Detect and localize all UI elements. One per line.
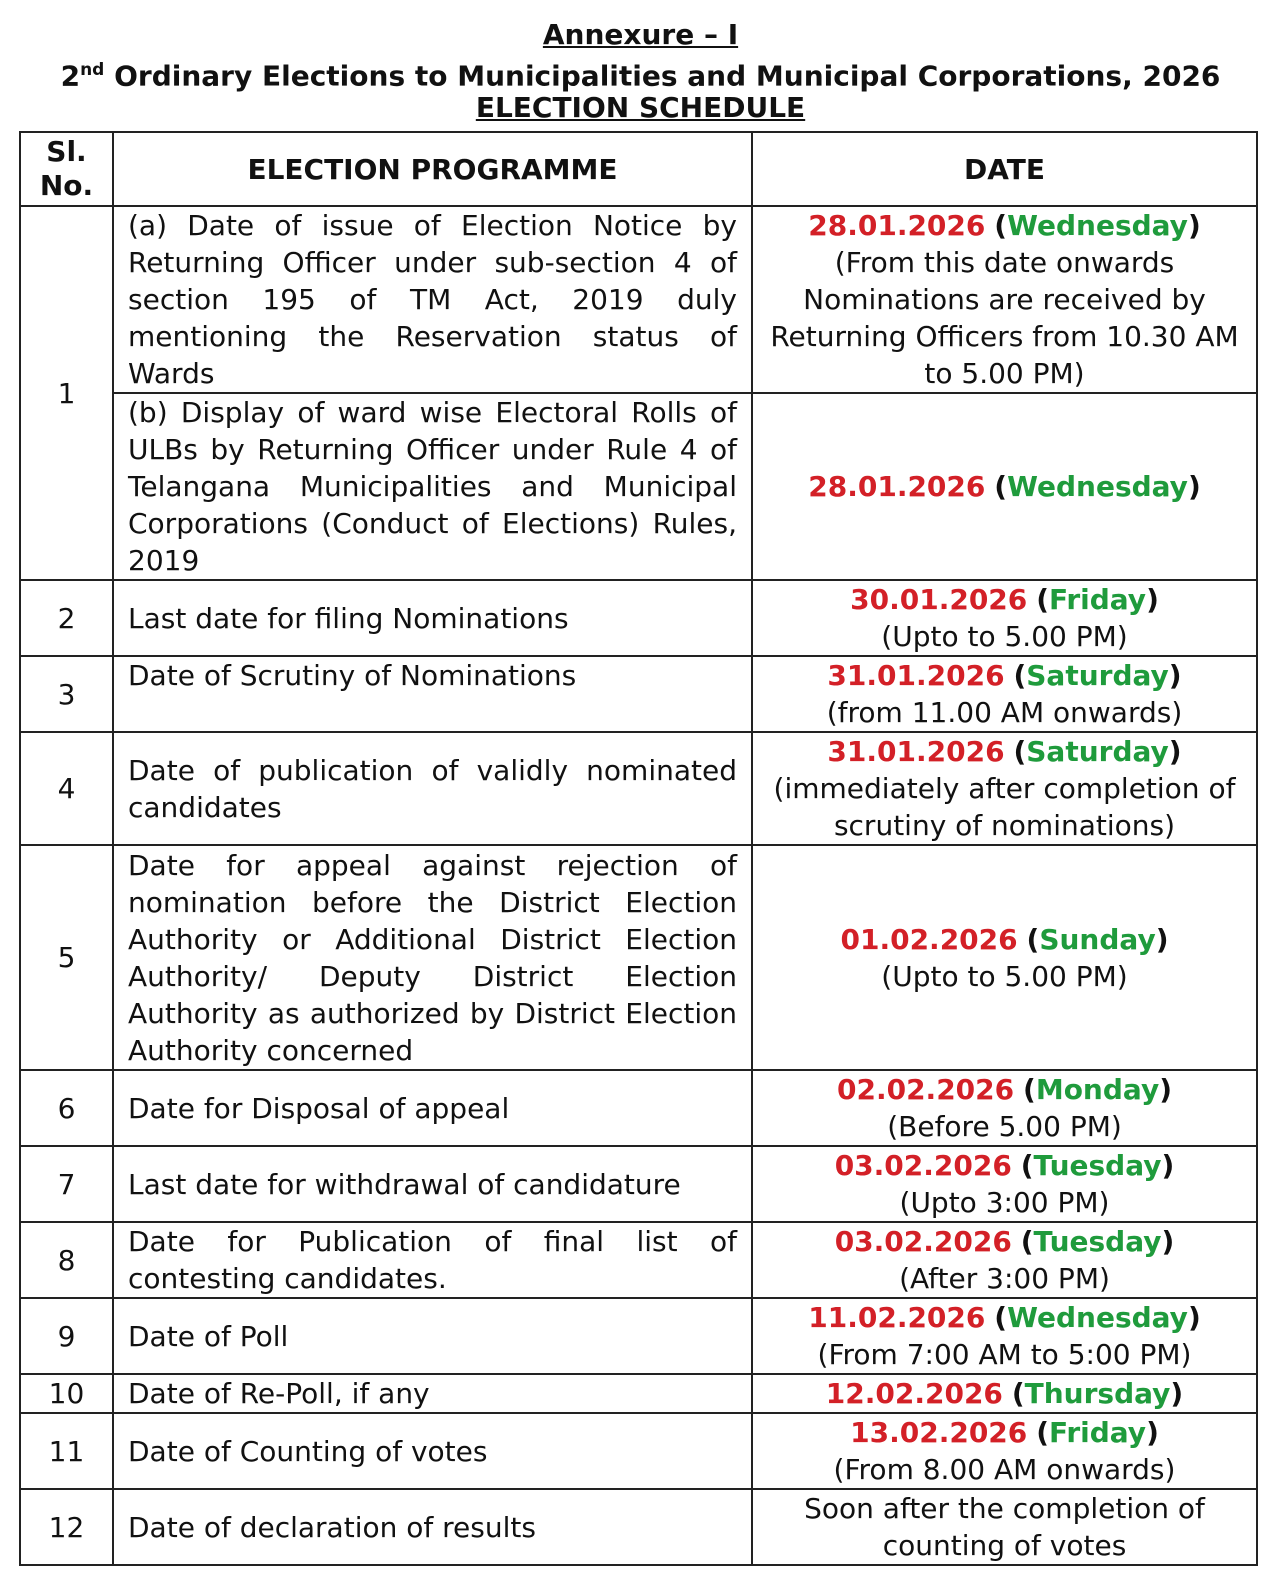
row-date-cell: 11.02.2026 (Wednesday) (From 7:00 AM to 5:00 PM)	[752, 1298, 1257, 1374]
row-programme: (b) Display of ward wise Electoral Rolls of ULBs by Returning Officer under Rule 4 of Telangana Municipalities and Municipal Corporations (Conduct of Elections) Rules, 2019	[113, 393, 752, 580]
day-name: Friday	[1048, 1416, 1147, 1449]
date-value: 31.01.2026	[827, 735, 1005, 768]
row-date-cell: 13.02.2026 (Friday) (From 8.00 AM onwards)	[752, 1413, 1257, 1489]
table-row	[20, 732, 1257, 845]
title-rest: Ordinary Elections to Municipalities and Municipal Corporations, 2026	[104, 59, 1221, 93]
table-header-row	[20, 132, 1257, 206]
date-note: (After 3:00 PM)	[899, 1262, 1110, 1295]
row-date-cell: 31.01.2026 (Saturday) (from 11.00 AM onwards)	[752, 656, 1257, 732]
row-date-cell: 03.02.2026 (Tuesday) (Upto 3:00 PM)	[752, 1146, 1257, 1222]
row-sl-no: 11	[20, 1413, 113, 1489]
date-value: 31.01.2026	[827, 659, 1005, 692]
day-name: Sunday	[1039, 922, 1156, 956]
title-prefix: 2	[60, 59, 81, 93]
row-sl-no: 10	[20, 1374, 113, 1413]
date-value: 02.02.2026	[836, 1073, 1015, 1106]
date-value: 11.02.2026	[808, 1301, 986, 1334]
row-date-cell: 02.02.2026 (Monday) (Before 5.00 PM)	[752, 1070, 1257, 1146]
row-sl-no: 2	[20, 580, 113, 656]
day-name: Friday	[1048, 583, 1147, 616]
row-date-cell	[752, 1489, 1257, 1565]
row-programme: Date of Poll	[113, 1298, 752, 1374]
table-row	[20, 1222, 1257, 1298]
date-note: (Upto 3:00 PM)	[899, 1186, 1110, 1219]
annexure-heading: Annexure – I	[542, 18, 739, 51]
row-date-cell: 28.01.2026 (Wednesday)	[752, 393, 1257, 580]
day-name: Tuesday	[1033, 1149, 1162, 1182]
header-date: DATE	[752, 132, 1257, 206]
row-date-cell: 12.02.2026 (Thursday)	[752, 1374, 1257, 1413]
date-note: Soon after the completion of counting of votes	[804, 1492, 1205, 1562]
date-value: 12.02.2026	[825, 1377, 1003, 1410]
row-programme: Last date for filing Nominations	[113, 580, 752, 656]
table-row	[20, 1413, 1257, 1489]
table-row	[20, 656, 1257, 732]
table-row	[20, 845, 1257, 1070]
date-note: (From 7:00 AM to 5:00 PM)	[817, 1338, 1192, 1371]
row-programme: Date of Scrutiny of Nominations	[113, 656, 752, 732]
title-superscript: nd	[80, 60, 105, 80]
row-programme: (a) Date of issue of Election Notice by Returning Officer under sub-section 4 of section 195 of TM Act, 2019 duly mentioning the Reservation status of Wards	[113, 206, 752, 393]
date-note: (from 11.00 AM onwards)	[826, 696, 1183, 729]
row-programme: Date of Re-Poll, if any	[113, 1374, 752, 1413]
table-row	[20, 393, 1257, 580]
row-sl-no: 9	[20, 1298, 113, 1374]
table-row	[20, 1374, 1257, 1413]
row-programme: Last date for withdrawal of candidature	[113, 1146, 752, 1222]
table-row	[20, 1489, 1257, 1565]
day-name: Saturday	[1026, 735, 1169, 768]
date-value: 28.01.2026	[808, 470, 986, 503]
row-programme: Date for Publication of final list of contesting candidates.	[113, 1222, 752, 1298]
date-value: 30.01.2026	[850, 583, 1028, 616]
date-value: 13.02.2026	[850, 1416, 1028, 1449]
day-name: Tuesday	[1033, 1225, 1162, 1258]
table-row	[20, 580, 1257, 656]
date-note: (Upto to 5.00 PM)	[881, 959, 1128, 993]
row-programme: Date of Counting of votes	[113, 1413, 752, 1489]
row-date-cell: 28.01.2026 (Wednesday) (From this date onwards Nominations are received by Returning Officers from 10.30 AM to 5.00 PM)	[752, 206, 1257, 393]
day-name: Saturday	[1026, 659, 1169, 692]
header-sl-no: Sl. No.	[20, 132, 113, 206]
date-note: (Before 5.00 PM)	[887, 1110, 1122, 1143]
day-name: Wednesday	[1007, 470, 1188, 503]
date-note: (immediately after completion of scrutiny of nominations)	[773, 772, 1236, 842]
row-sl-no: 12	[20, 1489, 113, 1565]
date-value: 01.02.2026	[840, 922, 1018, 956]
row-sl-no: 8	[20, 1222, 113, 1298]
day-name: Wednesday	[1007, 1301, 1188, 1334]
election-schedule-table	[19, 131, 1258, 1566]
row-sl-no: 7	[20, 1146, 113, 1222]
row-programme: Date for Disposal of appeal	[113, 1070, 752, 1146]
date-note: (From 8.00 AM onwards)	[833, 1453, 1176, 1486]
day-name: Thursday	[1024, 1377, 1171, 1410]
row-sl-no: 4	[20, 732, 113, 845]
row-programme: Date of declaration of results	[113, 1489, 752, 1565]
row-programme: Date for appeal against rejection of nomination before the District Election Authority or Additional District Election Authority/ Deputy District Election Authority as authorized by District Election Authority concerned	[113, 845, 752, 1070]
date-note: (From this date onwards Nominations are received by Returning Officers from 10.30 AM to 5.00 PM)	[770, 246, 1239, 390]
document-subtitle: ELECTION SCHEDULE	[475, 91, 806, 124]
day-name: Wednesday	[1007, 209, 1188, 242]
date-note: (Upto to 5.00 PM)	[881, 620, 1128, 653]
document-title	[0, 52, 1281, 94]
row-sl-no: 1	[20, 206, 113, 580]
row-date-cell: 03.02.2026 (Tuesday) (After 3:00 PM)	[752, 1222, 1257, 1298]
row-sl-no: 3	[20, 656, 113, 732]
row-programme: Date of publication of validly nominated candidates	[113, 732, 752, 845]
date-value: 03.02.2026	[834, 1149, 1012, 1182]
header-programme: ELECTION PROGRAMME	[113, 132, 752, 206]
row-date-cell: 01.02.2026 (Sunday) (Upto to 5.00 PM)	[752, 845, 1257, 1070]
row-sl-no: 5	[20, 845, 113, 1070]
table-row	[20, 1070, 1257, 1146]
row-date-cell: 30.01.2026 (Friday) (Upto to 5.00 PM)	[752, 580, 1257, 656]
table-row	[20, 1146, 1257, 1222]
date-value: 03.02.2026	[834, 1225, 1012, 1258]
table-row	[20, 206, 1257, 393]
table-row	[20, 1298, 1257, 1374]
row-date-cell: 31.01.2026 (Saturday) (immediately after completion of scrutiny of nominations)	[752, 732, 1257, 845]
row-sl-no: 6	[20, 1070, 113, 1146]
date-value: 28.01.2026	[808, 209, 986, 242]
day-name: Monday	[1035, 1073, 1160, 1106]
